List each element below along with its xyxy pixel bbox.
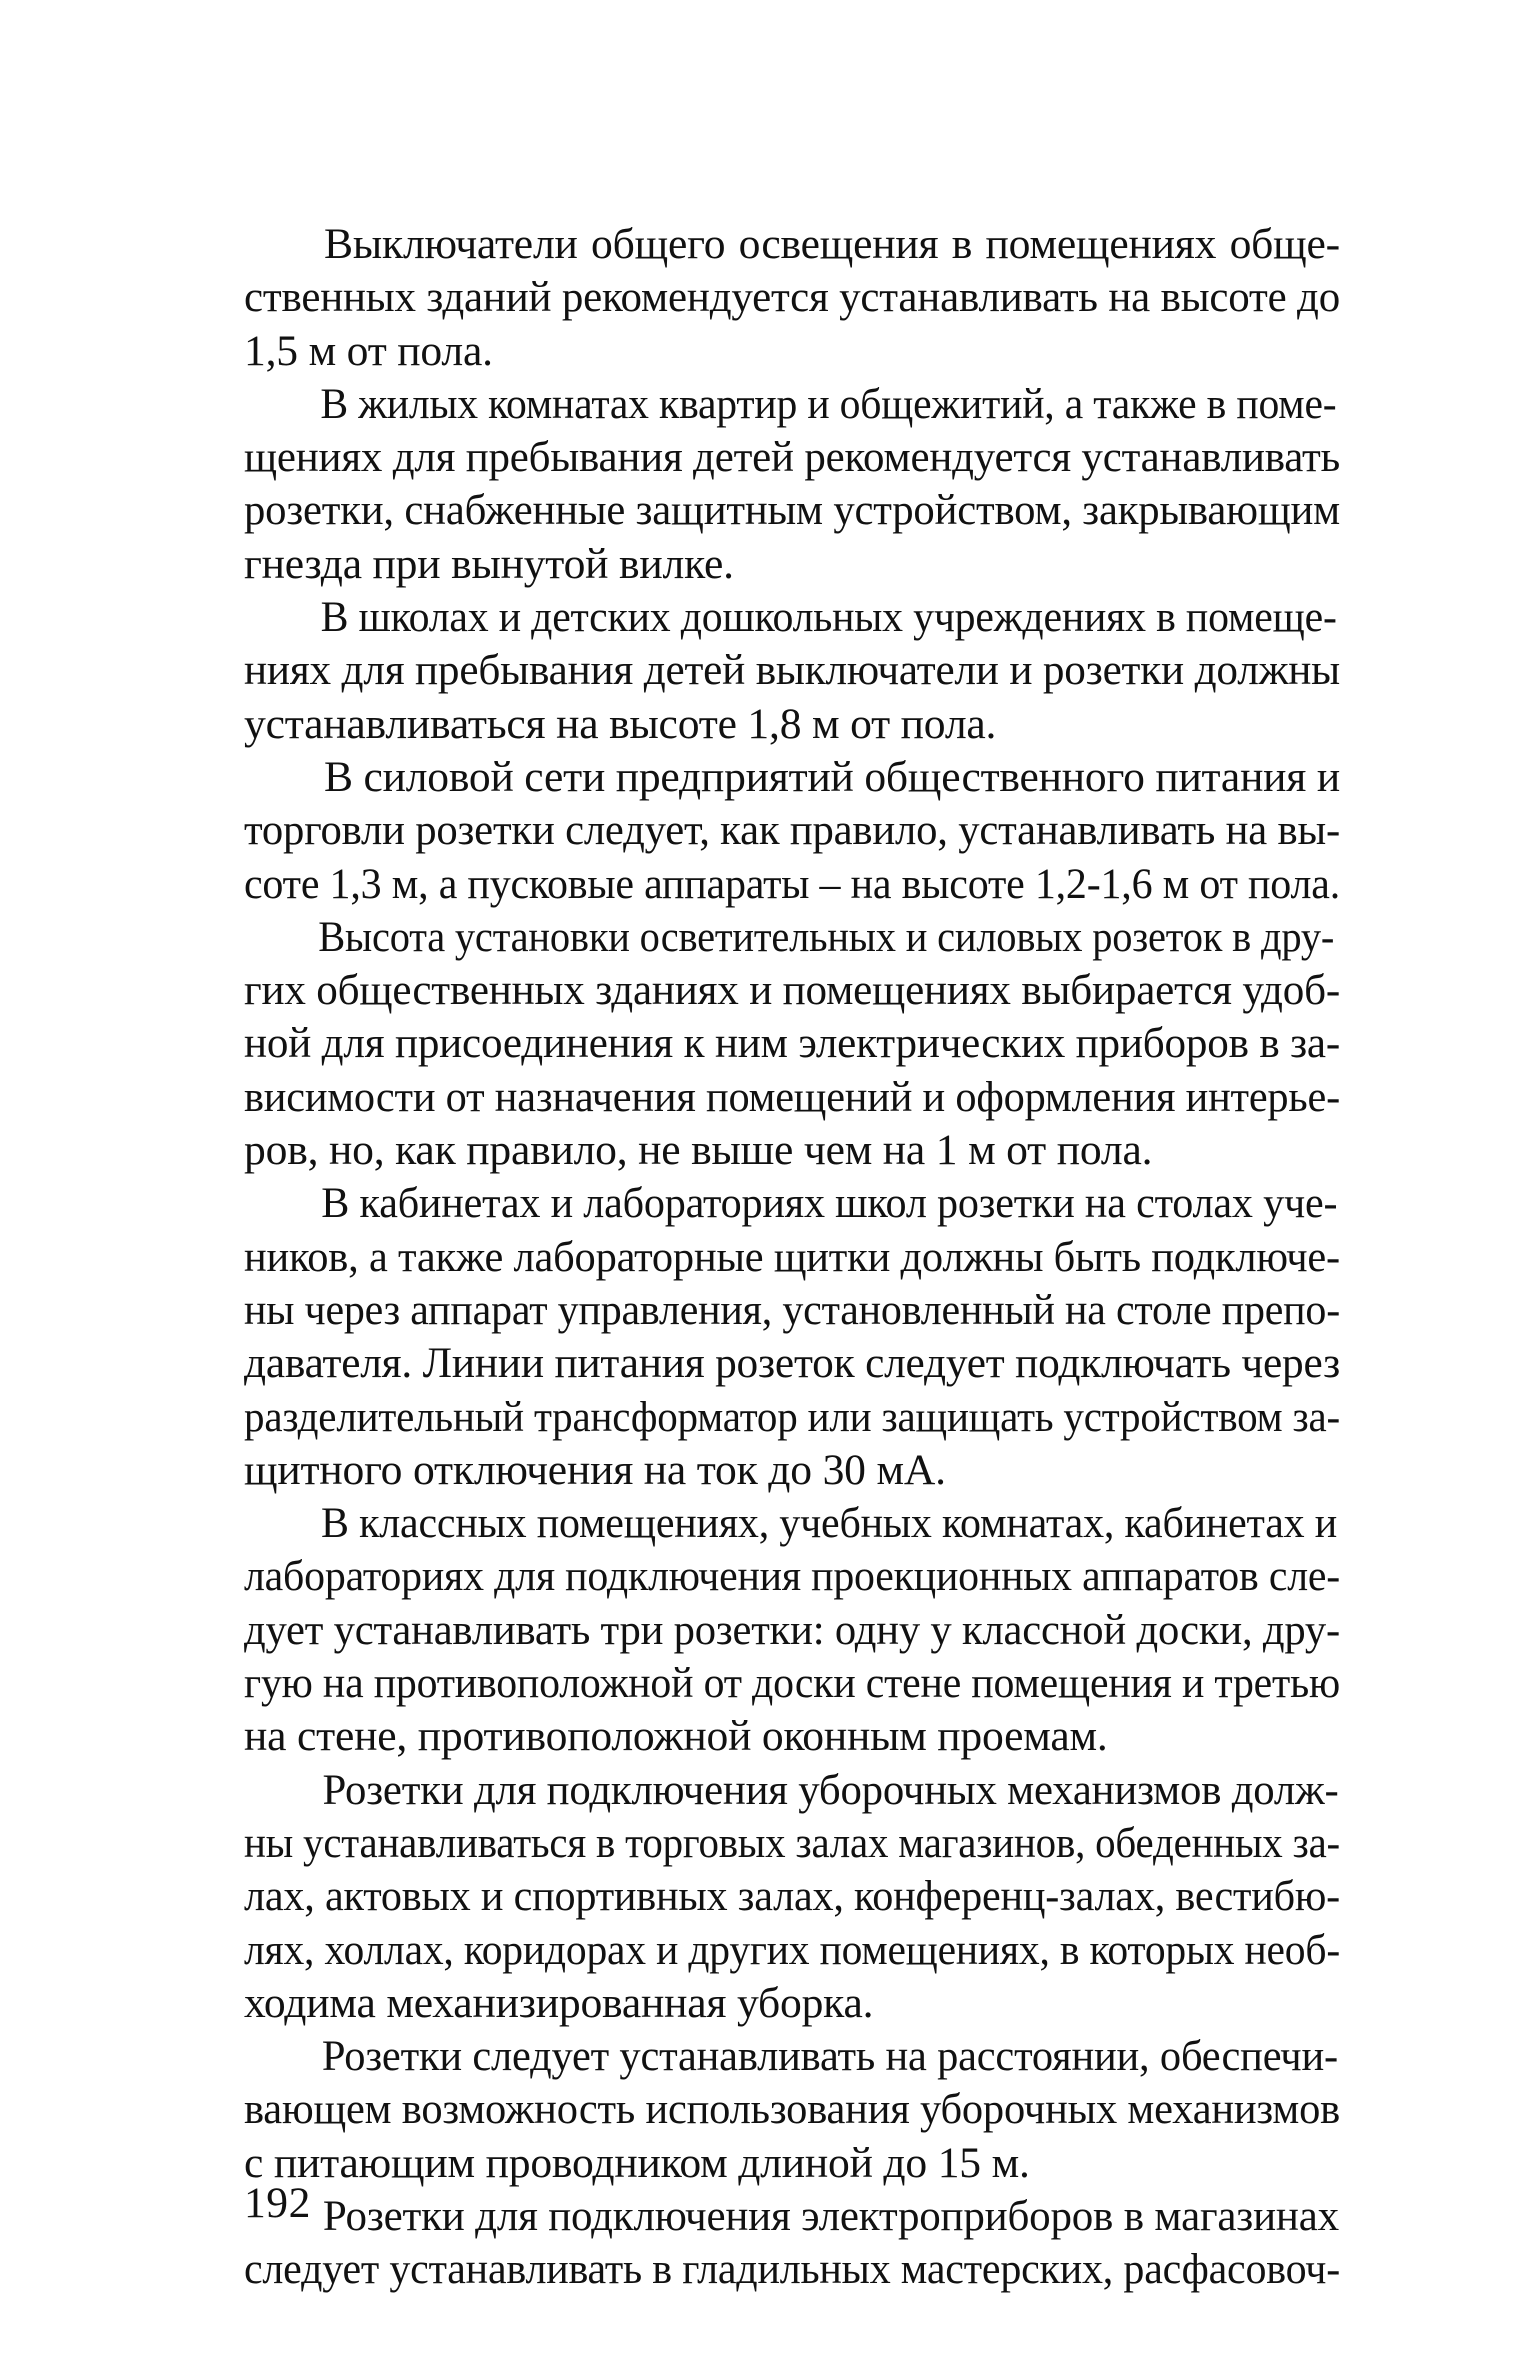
text-line: лах, актовых и спортивных залах, конференц-залах, вестибю- [244, 1872, 1340, 1921]
text-line: ной для присоединения к ним электрических приборов в за- [244, 1019, 1340, 1068]
page-number: 192 [244, 2179, 311, 2227]
text-line: следует устанавливать в гладильных мастерских, расфасовоч- [244, 2245, 1340, 2294]
text-line: гнезда при вынутой вилке. [244, 539, 734, 588]
text-line: разделительный трансформатор или защищать устройством за- [244, 1392, 1340, 1441]
text-line: щениях для пребывания детей рекомендуется устанавливать [244, 433, 1340, 482]
paragraph [244, 1177, 1340, 1497]
text-line: ны устанавливаться в торговых залах магазинов, обеденных за- [244, 1818, 1340, 1867]
paragraph [244, 591, 1340, 751]
text-line: на стене, противоположной оконным проемам. [244, 1712, 1108, 1761]
text-line: ров, но, как правило, не выше чем на 1 м от пола. [244, 1126, 1153, 1175]
text-line: В классных помещениях, учебных комнатах, кабинетах и [321, 1499, 1338, 1548]
paragraph [244, 218, 1340, 378]
text-line: ниях для пребывания детей выключатели и розетки должны [244, 646, 1340, 695]
text-line: Розетки для подключения уборочных механизмов долж- [322, 1765, 1339, 1814]
text-line: ны через аппарат управления, установленный на столе препо- [244, 1285, 1340, 1334]
text-line: лабораториях для подключения проекционных аппаратов сле- [244, 1552, 1340, 1601]
text-line: гих общественных зданиях и помещениях выбирается удоб- [244, 966, 1340, 1015]
text-line: В силовой сети предприятий общественного питания и [323, 752, 1340, 801]
text-line: дует устанавливать три розетки: одну у классной доски, дру- [244, 1605, 1340, 1654]
text-line: ходима механизированная уборка. [244, 1978, 874, 2027]
paragraph [244, 2030, 1340, 2190]
text-line: лях, холлах, коридорах и других помещениях, в которых необ- [244, 1925, 1340, 1974]
text-line: Розетки для подключения электроприборов в магазинах [322, 2191, 1339, 2240]
text-line: 1,5 м от пола. [244, 326, 493, 375]
text-line: с питающим проводником длиной до 15 м. [244, 2138, 1030, 2187]
text-line: гую на противоположной от доски стене помещения и третью [244, 1659, 1340, 1708]
paragraph [244, 378, 1340, 591]
text-line: устанавливаться на высоте 1,8 м от пола. [244, 699, 997, 748]
text-line: торговли розетки следует, как правило, устанавливать на вы- [244, 806, 1340, 855]
text-line: В кабинетах и лабораториях школ розетки на столах уче- [321, 1179, 1338, 1228]
paragraph [244, 911, 1340, 1177]
text-line: ников, а также лабораторные щитки должны быть подключе- [244, 1232, 1340, 1281]
text-line: В жилых комнатах квартир и общежитий, а также в поме- [320, 379, 1337, 428]
text-line: В школах и детских дошкольных учреждениях в помеще- [320, 593, 1337, 642]
text-line: щитного отключения на ток до 30 мА. [244, 1445, 946, 1494]
text-line: Розетки следует устанавливать на расстоянии, обеспечи- [321, 2032, 1338, 2081]
text-line: висимости от назначения помещений и оформления интерье- [244, 1072, 1340, 1121]
text-line: вающем возможность использования уборочных механизмов [244, 2085, 1340, 2134]
paragraph [244, 1764, 1340, 2030]
paragraph [244, 1497, 1340, 1763]
text-line: ственных зданий рекомендуется устанавливать на высоте до [244, 273, 1340, 322]
paragraph [244, 751, 1340, 911]
text-line: давателя. Линии питания розеток следует подключать через [244, 1339, 1340, 1388]
text-line: Выключатели общего освещения в помещениях обще- [324, 220, 1340, 268]
text-line: Высота установки осветительных и силовых розеток в дру- [318, 912, 1335, 961]
paragraph [244, 2190, 1340, 2297]
text-line: соте 1,3 м, а пусковые аппараты – на высоте 1,2-1,6 м от пола. [244, 859, 1340, 908]
body-text [244, 218, 1340, 2297]
text-line: розетки, снабженные защитным устройством, закрывающим [244, 486, 1340, 535]
